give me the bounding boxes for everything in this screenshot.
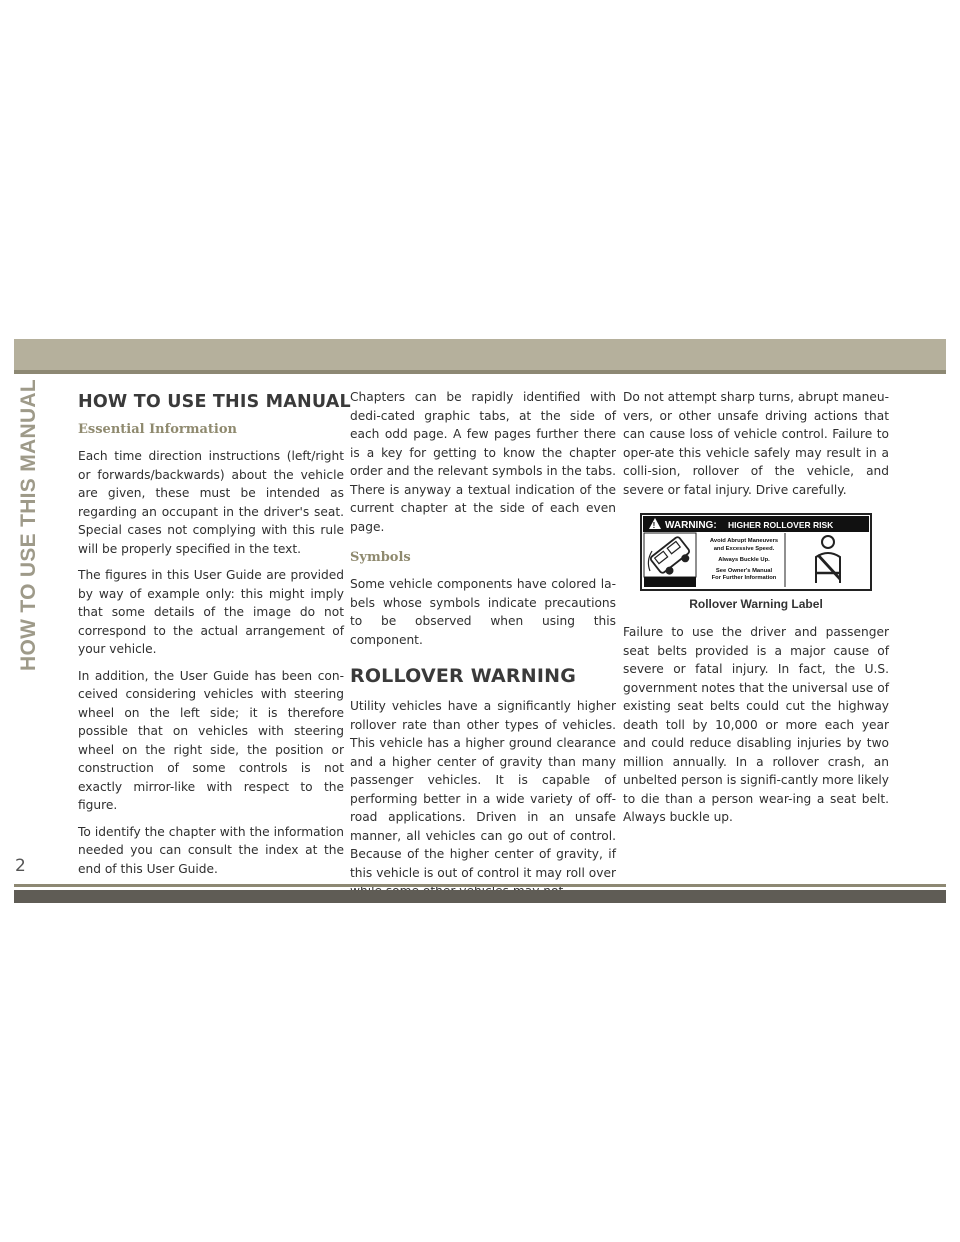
rollover-vehicle-icon <box>644 533 696 587</box>
column-2 <box>350 388 616 909</box>
chapter-side-tab-label: HOW TO USE THIS MANUAL <box>17 378 41 672</box>
svg-text:!: ! <box>652 521 656 530</box>
svg-text:WARNING:: WARNING: <box>665 520 717 531</box>
paragraph: The figures in this User Guide are provided by way of example only: this might imply that some details of the image do not correspond to the actual arrangement of your vehicle. <box>78 568 344 656</box>
paragraph: Some vehicle components have colored la-bels whose symbols indicate precautions to be observed when using this component. <box>350 577 616 647</box>
svg-text:Avoid Abrupt Maneuvers: Avoid Abrupt Maneuvers <box>709 538 779 544</box>
column-1 <box>78 386 351 886</box>
symbols-heading: Symbols <box>350 550 411 565</box>
svg-text:and Excessive Speed.: and Excessive Speed. <box>713 546 775 552</box>
section-subtitle: Essential Information <box>78 422 237 437</box>
rollover-warning-label-image <box>640 513 872 591</box>
header-band <box>14 339 946 370</box>
rollover-warning-label-figure <box>640 513 872 591</box>
column-3 <box>623 388 889 835</box>
paragraph: In addition, the User Guide has been con-ceived considering vehicles with steering wheel on the left side; it is therefore possible that on vehicles with steering wheel on the right side, the position or construction of some controls is not exactly mirror-like with respect to the figure. <box>78 668 344 812</box>
rollover-heading: ROLLOVER WARNING <box>350 665 576 687</box>
paragraph: Chapters can be rapidly identified with dedi-cated graphic tabs, at the side of each odd page. A few pages further there is a key for getting to know the chapter order and the relevant symbols in the tabs. There is anyway a textual indication of the current chapter at the side of each even page. <box>350 390 616 534</box>
svg-text:Always Buckle Up.: Always Buckle Up. <box>718 557 770 563</box>
paragraph: Each time direction instructions (left/right or forwards/backwards) about the vehicle are given, these must be intended as regarding an occupant in the driver's seat. Special cases not complying with this rule will be properly specified in the text. <box>78 449 344 556</box>
page-number: 2 <box>15 856 26 876</box>
footer-rule <box>14 884 946 887</box>
figure-caption: Rollover Warning Label <box>689 597 823 611</box>
paragraph: Do not attempt sharp turns, abrupt maneu-vers, or other unsafe driving actions that can cause loss of vehicle control. Failure to oper-ate this vehicle safely may result in a colli-sion, rollover of the vehicle, and severe or fatal injury. Drive carefully. <box>623 390 889 497</box>
section-title: HOW TO USE THIS MANUAL <box>78 392 351 412</box>
svg-text:HIGHER ROLLOVER RISK: HIGHER ROLLOVER RISK <box>728 520 834 530</box>
paragraph: Utility vehicles have a significantly higher rollover rate than other types of vehicles. This vehicle has a higher ground clearance and a higher center of gravity than many passenger vehicles. It is capable of performing better in a wide variety of off-road applications. Driven in an unsafe manner, all vehicles can go out of control. Because of the higher center of gravity, if this vehicle is out of control it may roll over <box>350 699 616 880</box>
svg-text:See Owner's Manual: See Owner's Manual <box>715 568 773 574</box>
svg-text:For Further Information: For Further Information <box>711 575 777 581</box>
chapter-side-tab <box>2 378 56 672</box>
footer-band <box>14 890 946 903</box>
paragraph: To identify the chapter with the information needed you can consult the index at the end of this User Guide. <box>78 824 344 876</box>
paragraph: Failure to use the driver and passenger seat belts provided is a major cause of severe or fatal injury. In fact, the U.S. government notes that the universal use of existing seat belts could cut the highway death toll by 10,000 or more each year and could reduce disabling injuries by two million annually. In a rollover crash, an unbelted person is signifi-cantly more likely to die than a person wear-ing a seat belt. Always buckle up. <box>623 625 889 824</box>
header-band-rule <box>14 370 946 374</box>
